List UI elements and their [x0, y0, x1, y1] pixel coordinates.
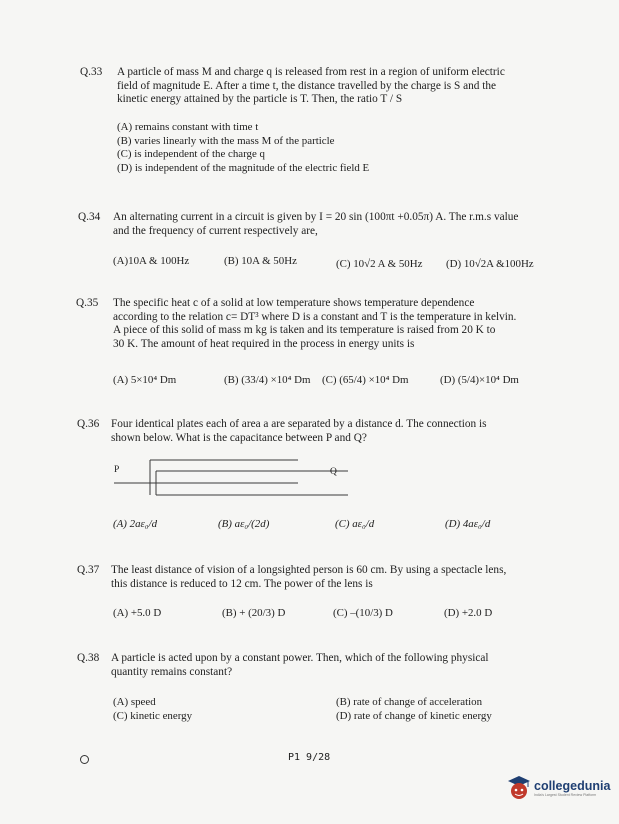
option-c: (C) kinetic energy — [113, 709, 193, 722]
question-line: 30 K. The amount of heat required in the process in energy units is — [113, 337, 415, 350]
question-text — [111, 564, 561, 591]
question-line: shown below. What is the capacitance between P and Q? — [111, 431, 367, 444]
question-line: A piece of this solid of mass m kg is taken and its temperature is raised from 20 K to — [113, 324, 496, 337]
label-q: Q — [330, 467, 337, 477]
question-line: A particle of mass M and charge q is released from rest in a region of uniform electric — [117, 66, 505, 78]
option-b: (B) + (20/3) D — [222, 607, 286, 619]
question-number: Q.37 — [77, 564, 100, 576]
option-d: (D) is independent of the magnitude of the electric field E — [117, 161, 370, 174]
question-line: An alternating current in a circuit is given by I = 20 sin (100πt +0.05π) A. The r.m.s value — [113, 211, 519, 223]
capacitor-plates-diagram — [108, 455, 358, 505]
option-b: (B) 10A & 50Hz — [224, 255, 297, 267]
question-text — [113, 211, 559, 238]
question-text — [117, 66, 557, 107]
option-a: (A) speed — [113, 696, 156, 708]
question-line: and the frequency of current respectively are, — [113, 224, 318, 237]
question-line: Four identical plates each of area a are separated by a distance d. The connection is — [111, 418, 487, 430]
option-b: (B) varies linearly with the mass M of the particle — [117, 134, 335, 147]
question-line: A particle is acted upon by a constant power. Then, which of the following physical — [111, 652, 489, 664]
option-d: (D) +2.0 D — [444, 607, 493, 619]
collegedunia-logo — [506, 772, 616, 804]
option-a: (A) 2aε₀/d — [113, 518, 158, 530]
question-number: Q.35 — [76, 297, 99, 309]
option-b: (B) (33/4) ×10⁴ Dm — [224, 374, 311, 386]
option-column-right — [336, 696, 492, 723]
option-b: (B) rate of change of acceleration — [336, 696, 483, 708]
option-b: (B) aε₀/(2d) — [218, 518, 270, 530]
option-d: (D) rate of change of kinetic energy — [336, 709, 492, 722]
logo-wordmark: collegedunia — [534, 779, 611, 793]
question-line: quantity remains constant? — [111, 665, 233, 678]
question-line: kinetic energy attained by the particle is T. Then, the ratio T / S — [117, 93, 403, 106]
option-d: (D) 4aε₀/d — [445, 518, 491, 530]
question-line: field of magnitude E. After a time t, the distance travelled by the charge is S and the — [117, 79, 497, 92]
option-a: (A)10A & 100Hz — [113, 255, 190, 267]
page-number: P1 9/28 — [288, 752, 331, 763]
graduate-mascot-icon — [506, 774, 532, 802]
question-number: Q.36 — [77, 418, 100, 430]
question-number: Q.34 — [78, 211, 101, 223]
logo-tagline: India's Largest Student Review Platform — [534, 793, 597, 797]
option-a: (A) +5.0 D — [113, 607, 162, 619]
option-a: (A) remains constant with time t — [117, 121, 259, 133]
question-line: The specific heat c of a solid at low temperature shows temperature dependence — [113, 297, 475, 309]
option-c: (C) –(10/3) D — [333, 607, 393, 619]
option-c: (C) is independent of the charge q — [117, 148, 265, 161]
option-a: (A) 5×10⁴ Dm — [113, 374, 177, 386]
option-d: (D) (5/4)×10⁴ Dm — [440, 374, 519, 386]
question-number: Q.38 — [77, 652, 100, 664]
option-list — [117, 121, 369, 175]
question-text — [111, 418, 557, 445]
question-line: according to the relation c= DT³ where D is a constant and T is the temperature in kelvin. — [113, 310, 517, 323]
label-p: P — [114, 465, 120, 475]
question-number: Q.33 — [80, 66, 103, 78]
question-text — [113, 297, 559, 351]
question-line: this distance is reduced to 12 cm. The power of the lens is — [111, 577, 373, 590]
option-c: (C) (65/4) ×10⁴ Dm — [322, 374, 409, 386]
option-c: (C) 10√2 A & 50Hz — [336, 258, 423, 270]
question-line: The least distance of vision of a longsighted person is 60 cm. By using a spectacle lens, — [111, 564, 507, 576]
option-column-left — [113, 696, 192, 723]
option-c: (C) aε₀/d — [335, 518, 375, 530]
option-d: (D) 10√2A &100Hz — [446, 258, 534, 270]
question-text — [111, 652, 561, 679]
hole-punch-mark — [80, 755, 89, 764]
